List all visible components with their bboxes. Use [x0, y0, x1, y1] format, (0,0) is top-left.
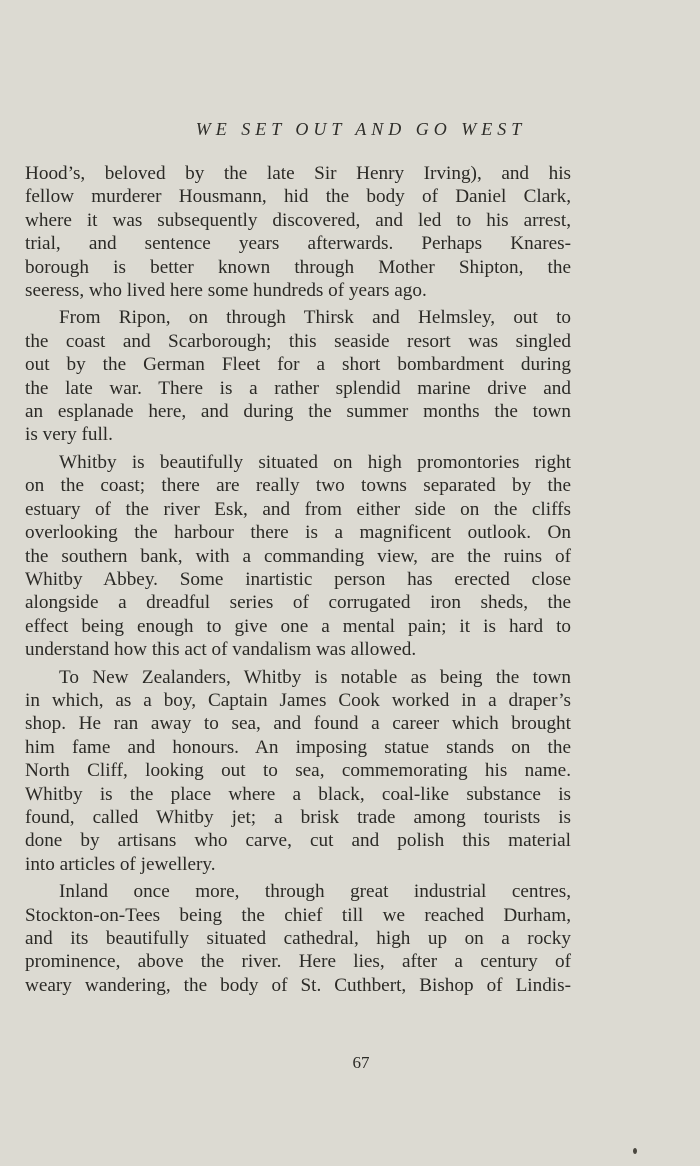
page-number: 67 — [352, 1053, 370, 1072]
text-line: in which, as a boy, Captain James Cook worked in a draper’s — [25, 689, 571, 711]
text-line: weary wandering, the body of St. Cuthbert, Bishop of Lindis- — [25, 974, 571, 996]
text-line: the late war. There is a rather splendid marine drive and — [25, 377, 571, 399]
text-line: seeress, who lived here some hundreds of years ago. — [25, 280, 427, 302]
text-line: the coast and Scarborough; this seaside resort was singled — [25, 330, 571, 352]
text-line: done by artisans who carve, cut and polish this material — [25, 830, 571, 852]
text-line: the southern bank, with a commanding view, are the ruins of — [25, 545, 571, 567]
text-line: Whitby is the place where a black, coal-like substance is — [25, 783, 571, 805]
text-line: found, called Whitby jet; a brisk trade among tourists is — [25, 806, 571, 828]
paragraph — [25, 666, 571, 877]
text-line: Whitby is beautifully situated on high promontories right — [59, 451, 571, 473]
body-text — [25, 162, 571, 1001]
text-line: and its beautifully situated cathedral, high up on a rocky — [25, 928, 571, 949]
paragraph — [25, 306, 571, 446]
text-line: borough is better known through Mother Shipton, the — [25, 256, 571, 278]
text-line: North Cliff, looking out to sea, commemorating his name. — [25, 760, 571, 782]
text-line: fellow murderer Housmann, hid the body of Daniel Clark, — [25, 186, 571, 208]
text-line: Whitby Abbey. Some inartistic person has erected close — [25, 568, 571, 590]
text-line: shop. He ran away to sea, and found a career which brought — [25, 713, 571, 735]
text-line: Hood’s, beloved by the late Sir Henry Irving), and his — [25, 163, 571, 184]
text-line: is very full. — [25, 424, 113, 446]
text-line: Stockton-on-Tees being the chief till we reached Durham, — [25, 904, 571, 926]
paragraph — [25, 880, 571, 997]
text-line: overlooking the harbour there is a magnificent outlook. On — [25, 522, 571, 544]
text-line: on the coast; there are really two towns separated by the — [25, 475, 571, 497]
text-line: out by the German Fleet for a short bombardment during — [25, 354, 571, 376]
text-line: estuary of the river Esk, and from either side on the cliffs — [25, 498, 571, 520]
text-line: him fame and honours. An imposing statue stands on the — [25, 736, 571, 758]
text-line: From Ripon, on through Thirsk and Helmsley, out to — [59, 307, 571, 329]
text-line: understand how this act of vandalism was allowed. — [25, 639, 417, 661]
text-line: To New Zealanders, Whitby is notable as being the town — [59, 666, 571, 688]
paragraph — [25, 162, 571, 302]
paragraph — [25, 451, 571, 662]
text-line: effect being enough to give one a mental pain; it is hard to — [25, 615, 571, 637]
text-line: Inland once more, through great industrial centres, — [59, 881, 571, 903]
text-line: where it was subsequently discovered, and led to his arrest, — [25, 209, 571, 231]
text-line: into articles of jewellery. — [25, 853, 216, 875]
text-line: trial, and sentence years afterwards. Perhaps Knares- — [25, 233, 571, 255]
text-line: prominence, above the river. Here lies, after a century of — [25, 951, 571, 973]
running-head: WE SET OUT AND GO WEST — [195, 119, 527, 139]
ink-speck — [633, 1148, 637, 1154]
text-line: alongside a dreadful series of corrugated iron sheds, the — [25, 592, 571, 614]
text-line: an esplanade here, and during the summer months the town — [25, 401, 571, 423]
